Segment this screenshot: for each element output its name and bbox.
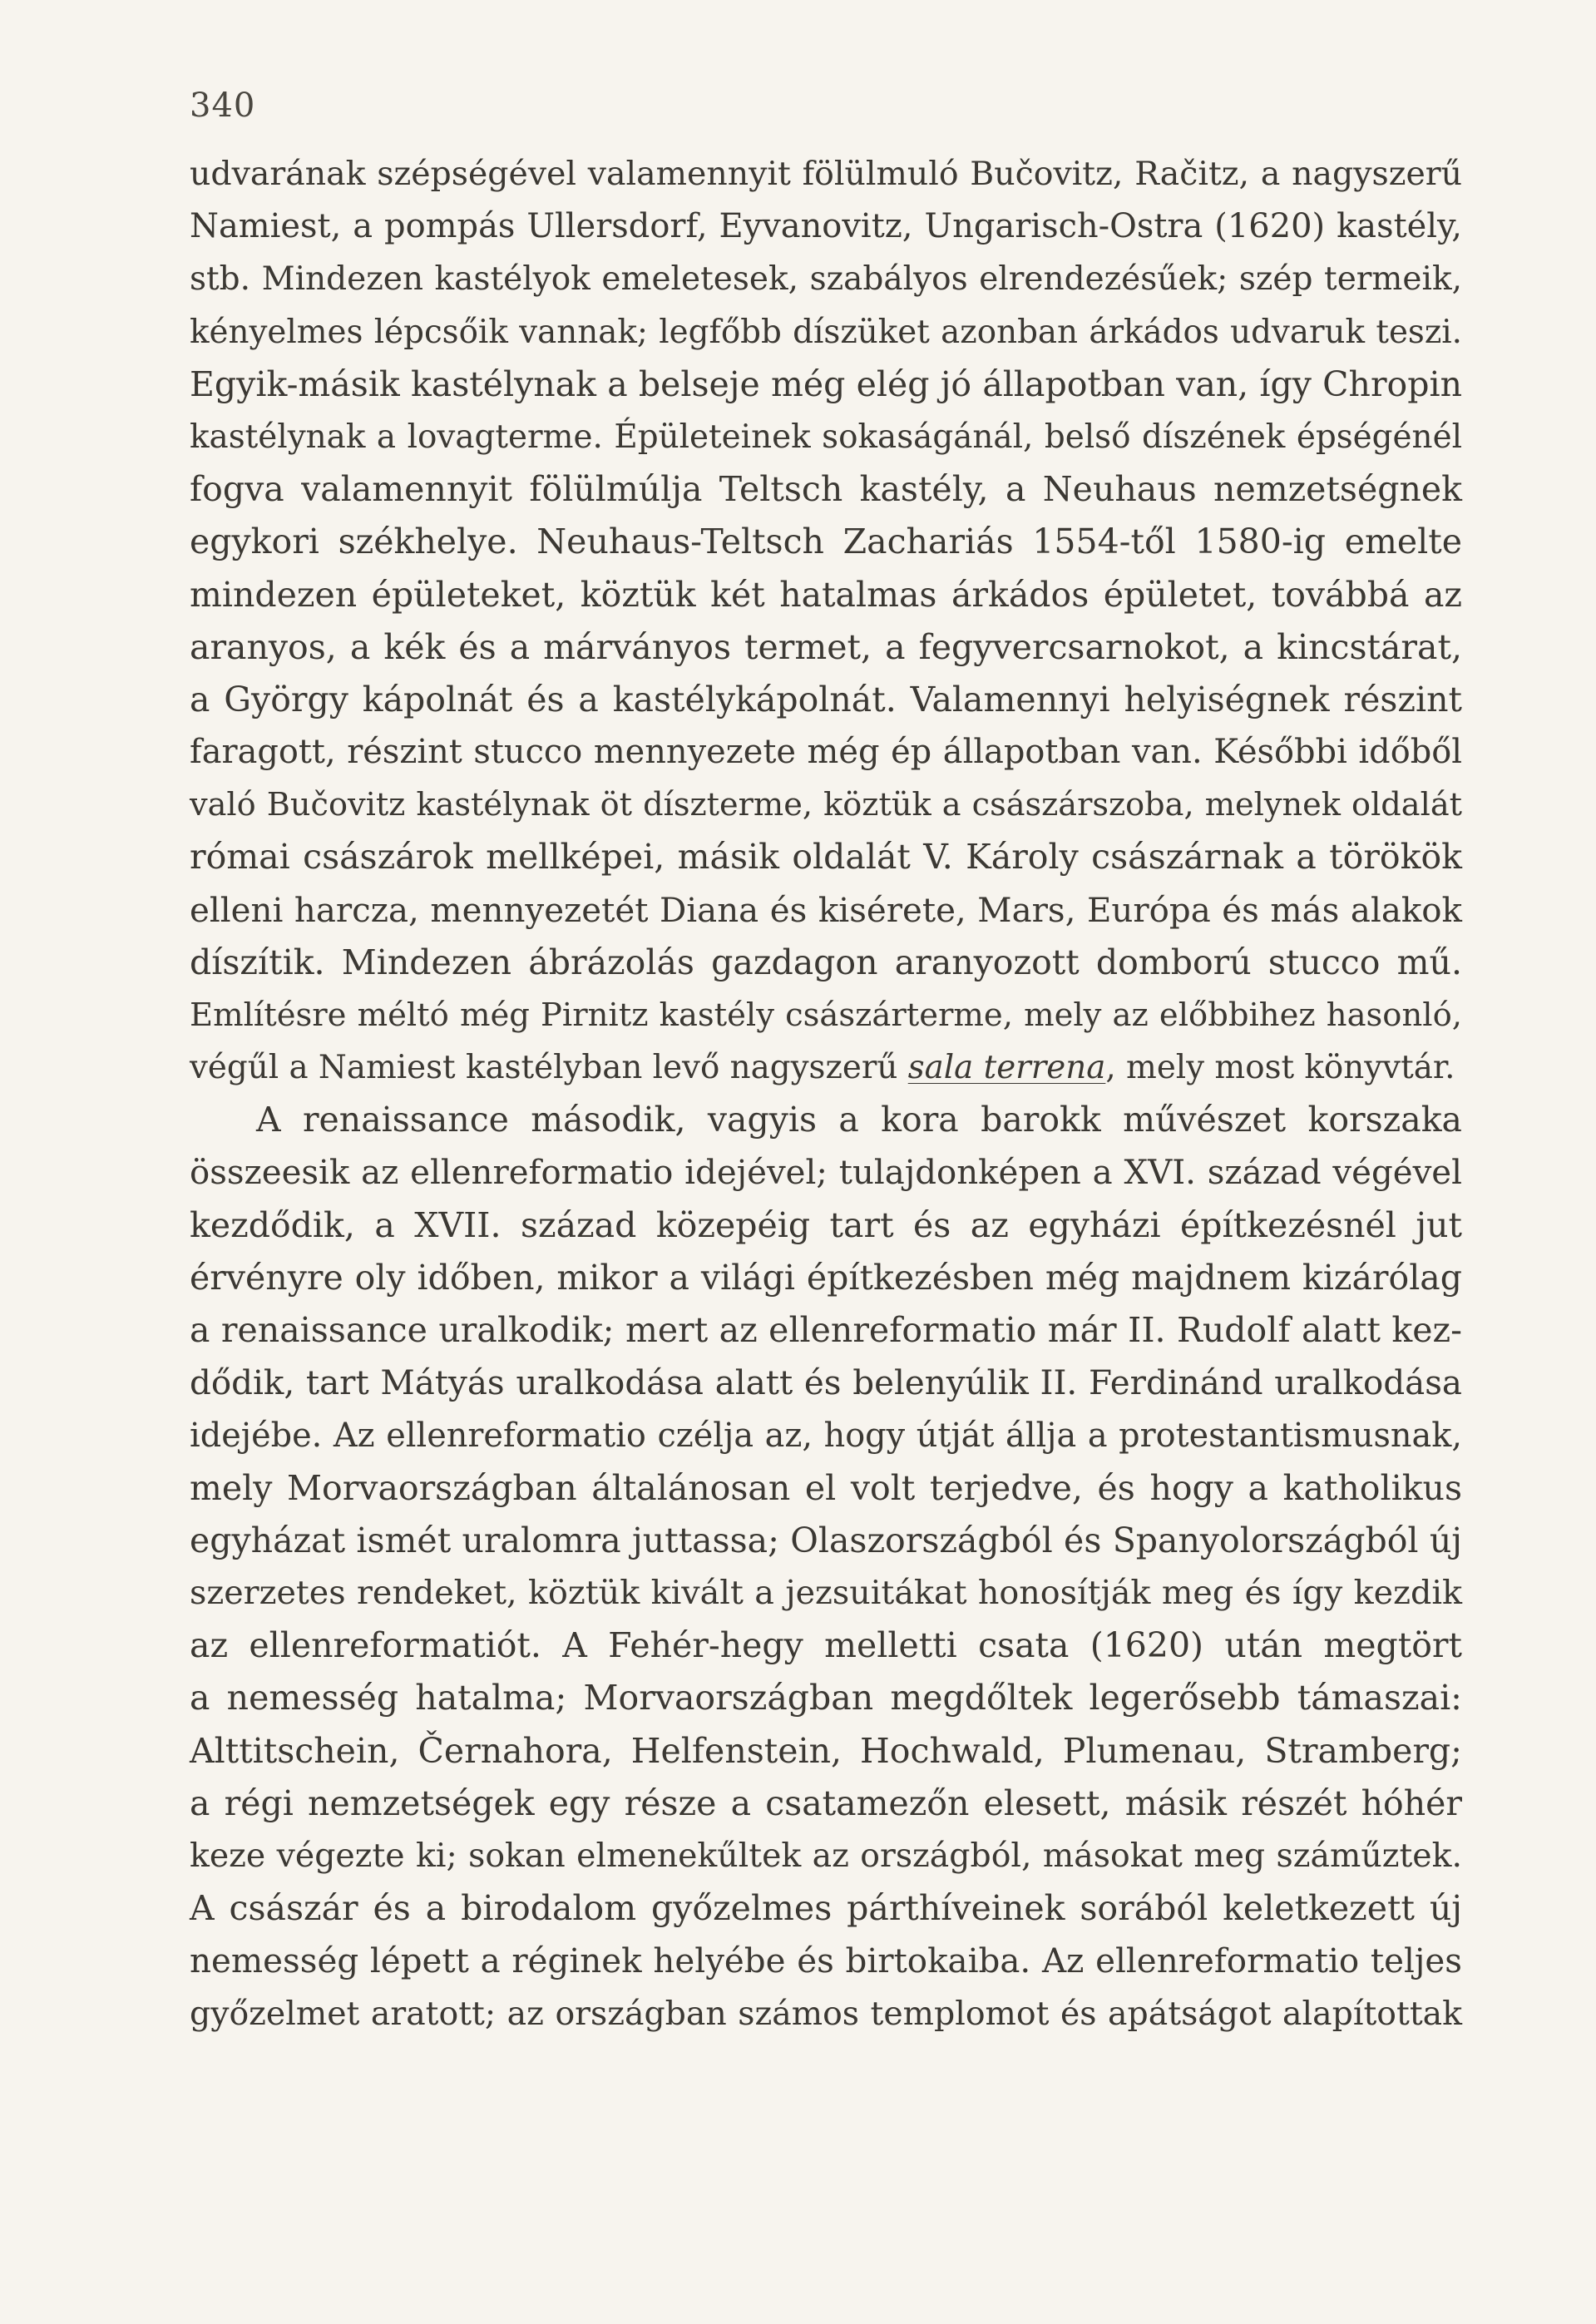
text-line: aranyos, a kék és a márványos termet, a fegyvercsarnokot, a kincstárat, [190,626,1462,667]
text-line: udvarának szépségével valamennyit fölülmuló Bučovitz, Račitz, a nagyszerű [190,155,1462,193]
text-line: A renaissance második, vagyis a kora barokk művészet korszaka [256,1100,1462,1140]
text-line: az ellenreformatiót. A Fehér-hegy melletti csata (1620) után megtört [190,1625,1462,1666]
text-line: díszítik. Mindezen ábrázolás gazdagon aranyozott domború stucco mű. [190,942,1462,982]
page-number: 340 [190,87,256,125]
text-line: stb. Mindezen kastélyok emeletesek, szabályos elrendezésűek; szép termeik, [190,260,1462,299]
text-line: fogva valamennyit fölülmúlja Teltsch kastély, a Neuhaus nemzetségnek [190,469,1462,510]
text-line: a György kápolnát és a kastélykápolnát. Valamennyi helyiségnek részint [190,679,1462,719]
text-line: idejébe. Az ellenreformatio czélja az, hogy útját állja a protestantismusnak, [190,1416,1462,1455]
text-segment: , mely most könyvtár. [1105,1049,1455,1087]
text-line: mindezen épületeket, köztük két hatalmas árkádos épületet, továbbá az [190,574,1462,615]
text-line: Említésre méltó még Pirnitz kastély császárterme, mely az előbbihez hasonló, [190,996,1462,1034]
text-line: keze végezte ki; sokan elmenekűltek az országból, másokat meg száműztek. [190,1837,1462,1875]
emphasized-text: sala terrena [907,1049,1106,1087]
text-line: szerzetes rendeket, köztük kivált a jezsuitákat honosítják meg és így kezdik [190,1574,1462,1613]
text-line: Namiest, a pompás Ullersdorf, Eyvanovitz, Ungarisch-Ostra (1620) kastély, [190,207,1462,246]
text-line: a nemesség hatalma; Morvaországban megdőltek legerősebb támaszai: [190,1678,1462,1718]
text-line: nemesség lépett a réginek helyébe és birtokaiba. Az ellenreformatio teljes [190,1941,1462,1981]
body-text [190,148,1462,2040]
text-line: dődik, tart Mátyás uralkodása alatt és belenyúlik II. Ferdinánd uralkodása [190,1363,1462,1403]
text-line: A császár és a birodalom győzelmes párthíveinek sorából keletkezett új [190,1888,1462,1929]
text-line: kezdődik, a XVII. század közepéig tart és az egyházi építkezésnél jut [190,1204,1462,1245]
text-segment: végűl a Namiest kastélyban levő nagyszerű [190,1049,908,1087]
text-line: a renaissance uralkodik; mert az ellenreformatio már II. Rudolf alatt kez- [190,1310,1462,1351]
text-line: összeesik az ellenreformatio idejével; tulajdonképen a XVI. század végével [190,1153,1462,1192]
text-line: győzelmet aratott; az országban számos templomot és apátságot alapítottak [190,1994,1462,2033]
text-line: Alttitschein, Černahora, Helfenstein, Hochwald, Plumenau, Stramberg; [190,1730,1462,1771]
text-line: a régi nemzetségek egy része a csatamezőn elesett, másik részét hóhér [190,1783,1462,1823]
text-line: való Bučovitz kastélynak öt díszterme, köztük a császárszoba, melynek oldalát [190,786,1462,824]
text-line: egykori székhelye. Neuhaus-Teltsch Zachariás 1554-től 1580-ig emelte [190,522,1462,562]
text-line: egyházat ismét uralomra juttassa; Olaszországból és Spanyolországból új [190,1520,1462,1560]
text-line: elleni harcza, mennyezetét Diana és kisérete, Mars, Európa és más alakok [190,890,1462,930]
text-line [190,1041,1462,1094]
text-line: érvényre oly időben, mikor a világi építkezésben még majdnem kizárólag [190,1257,1462,1298]
text-line: kastélynak a lovagterme. Épületeinek sokaságánál, belső díszének épségénél [190,418,1462,456]
text-line: kényelmes lépcsőik vannak; legfőbb díszüket azonban árkádos udvaruk teszi. [190,313,1462,351]
text-line: Egyik-másik kastélynak a belseje még elég jó állapotban van, így Chropin [190,363,1462,404]
text-line: római császárok mellképei, másik oldalát V. Károly császárnak a törökök [190,837,1462,878]
text-line: faragott, részint stucco mennyezete még ép állapotban van. Későbbi időből [190,733,1462,772]
text-line: mely Morvaországban általánosan el volt terjedve, és hogy a katholikus [190,1467,1462,1508]
